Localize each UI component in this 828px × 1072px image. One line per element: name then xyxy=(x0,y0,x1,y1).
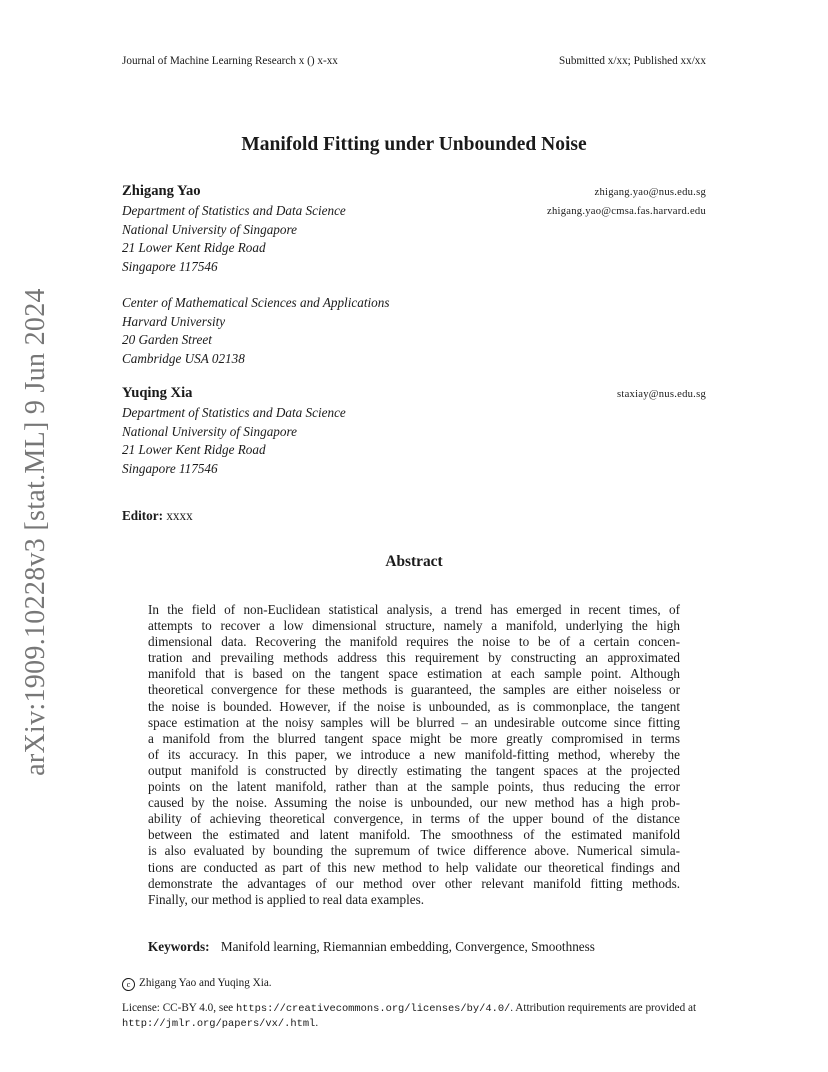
license-middle: . Attribution requirements are provided at xyxy=(510,1002,697,1014)
license-suffix: . xyxy=(315,1017,319,1029)
affiliation-line: National University of Singapore xyxy=(122,423,297,439)
affiliation-line: Center of Mathematical Sciences and Applications xyxy=(122,295,390,310)
abstract-line: of its accuracy. In this paper, we introduce a new manifold-fitting method, whereby the xyxy=(148,746,680,762)
abstract-line: caused by the noise. Assuming the noise is unbounded, our new method has a high prob- xyxy=(148,795,680,811)
abstract-line: tration and prevailing methods address this requirement by constructing an approximated xyxy=(148,650,680,666)
affiliation-line: 21 Lower Kent Ridge Road xyxy=(122,442,266,458)
author-email[interactable]: zhigang.yao@nus.edu.sg xyxy=(594,187,706,198)
author-name: Zhigang Yao xyxy=(122,183,201,199)
arxiv-stamp: arXiv:1909.10228v3 [stat.ML] 9 Jun 2024 xyxy=(20,288,51,776)
affiliation-line: Harvard University xyxy=(122,313,226,329)
affiliation-line: Department of Statistics and Data Science xyxy=(122,203,346,218)
abstract-line: points on the latent manifold, rather than at the sample points, thus reducing the error xyxy=(148,779,680,795)
affiliation xyxy=(122,202,346,276)
editor-line xyxy=(122,508,193,524)
jmlr-link[interactable]: http://jmlr.org/papers/vx/.html xyxy=(122,1018,316,1030)
abstract-line: ability of achieving theoretical convergence, in terms of the upper bound of the distance xyxy=(148,811,680,827)
abstract-heading: Abstract xyxy=(385,553,443,570)
license-prefix: License: CC-BY 4.0, see xyxy=(122,1002,236,1014)
abstract-line: space estimation at the noisy samples will be blurred – an undesirable outcome since fitting xyxy=(148,714,680,730)
author-email[interactable]: zhigang.yao@cmsa.fas.harvard.edu xyxy=(547,206,706,217)
keywords-line xyxy=(148,939,595,955)
abstract-line: between the estimated and latent manifold. The smoothness of the estimated manifold xyxy=(148,827,680,843)
abstract-line: the noise is bounded. However, if the noise is unbounded, as is commonplace, the tangent xyxy=(148,698,680,714)
abstract-line: output manifold is constructed by directly estimating the tangent spaces at the projected xyxy=(148,762,680,778)
copyright-symbol: c xyxy=(122,978,135,991)
keywords-value: Manifold learning, Riemannian embedding, Convergence, Smoothness xyxy=(220,939,595,954)
author-name: Yuqing Xia xyxy=(122,385,193,401)
copyright-line xyxy=(122,977,272,991)
abstract-line: is also evaluated by bounding the supremum of twice difference above. Numerical simula- xyxy=(148,843,680,859)
affiliation-line: Cambridge USA 02138 xyxy=(122,350,245,366)
abstract-line: attempts to recover a low dimensional structure, namely a manifold, underlying the high xyxy=(148,618,680,634)
journal-header: Journal of Machine Learning Research x () x-xx xyxy=(122,55,338,67)
affiliation-line: National University of Singapore xyxy=(122,221,297,237)
license-notice xyxy=(122,1001,712,1031)
copyright-holders: Zhigang Yao and Yuqing Xia. xyxy=(139,977,272,989)
affiliation xyxy=(122,294,390,368)
abstract-line: manifold that is based on the tangent space estimation at each sample point. Although xyxy=(148,666,680,682)
affiliation-line: Singapore 117546 xyxy=(122,258,218,274)
abstract-line: tions are conducted as part of this new method to help validate our theoretical findings and xyxy=(148,859,680,875)
abstract-line: In the field of non-Euclidean statistical analysis, a trend has emerged in recent times, of xyxy=(148,602,680,617)
abstract-line: a manifold from the blurred tangent space might be more greatly compromised in terms xyxy=(148,730,680,746)
abstract-line: demonstrate the advantages of our method over other relevant manifold fitting methods. xyxy=(148,875,680,891)
abstract-line: dimensional data. Recovering the manifold requires the noise to be of a certain concen- xyxy=(148,634,680,650)
abstract-body xyxy=(148,602,680,908)
affiliation-line: 20 Garden Street xyxy=(122,332,212,348)
keywords-label: Keywords: xyxy=(148,939,210,954)
submission-dates: Submitted x/xx; Published xx/xx xyxy=(559,55,706,67)
affiliation-line: 21 Lower Kent Ridge Road xyxy=(122,240,266,256)
abstract-line: Finally, our method is applied to real data examples. xyxy=(148,891,425,907)
affiliation-line: Singapore 117546 xyxy=(122,460,218,476)
paper-title: Manifold Fitting under Unbounded Noise xyxy=(241,134,587,155)
editor-label: Editor: xyxy=(122,508,164,523)
editor-value: xxxx xyxy=(166,508,193,523)
author-email[interactable]: staxiay@nus.edu.sg xyxy=(617,389,706,400)
affiliation-line: Department of Statistics and Data Science xyxy=(122,405,346,420)
license-link[interactable]: https://creativecommons.org/licenses/by/4.0/ xyxy=(235,1003,511,1015)
affiliation xyxy=(122,404,346,478)
abstract-line: theoretical convergence for these methods is guaranteed, the samples are either noiseless or xyxy=(148,682,680,698)
